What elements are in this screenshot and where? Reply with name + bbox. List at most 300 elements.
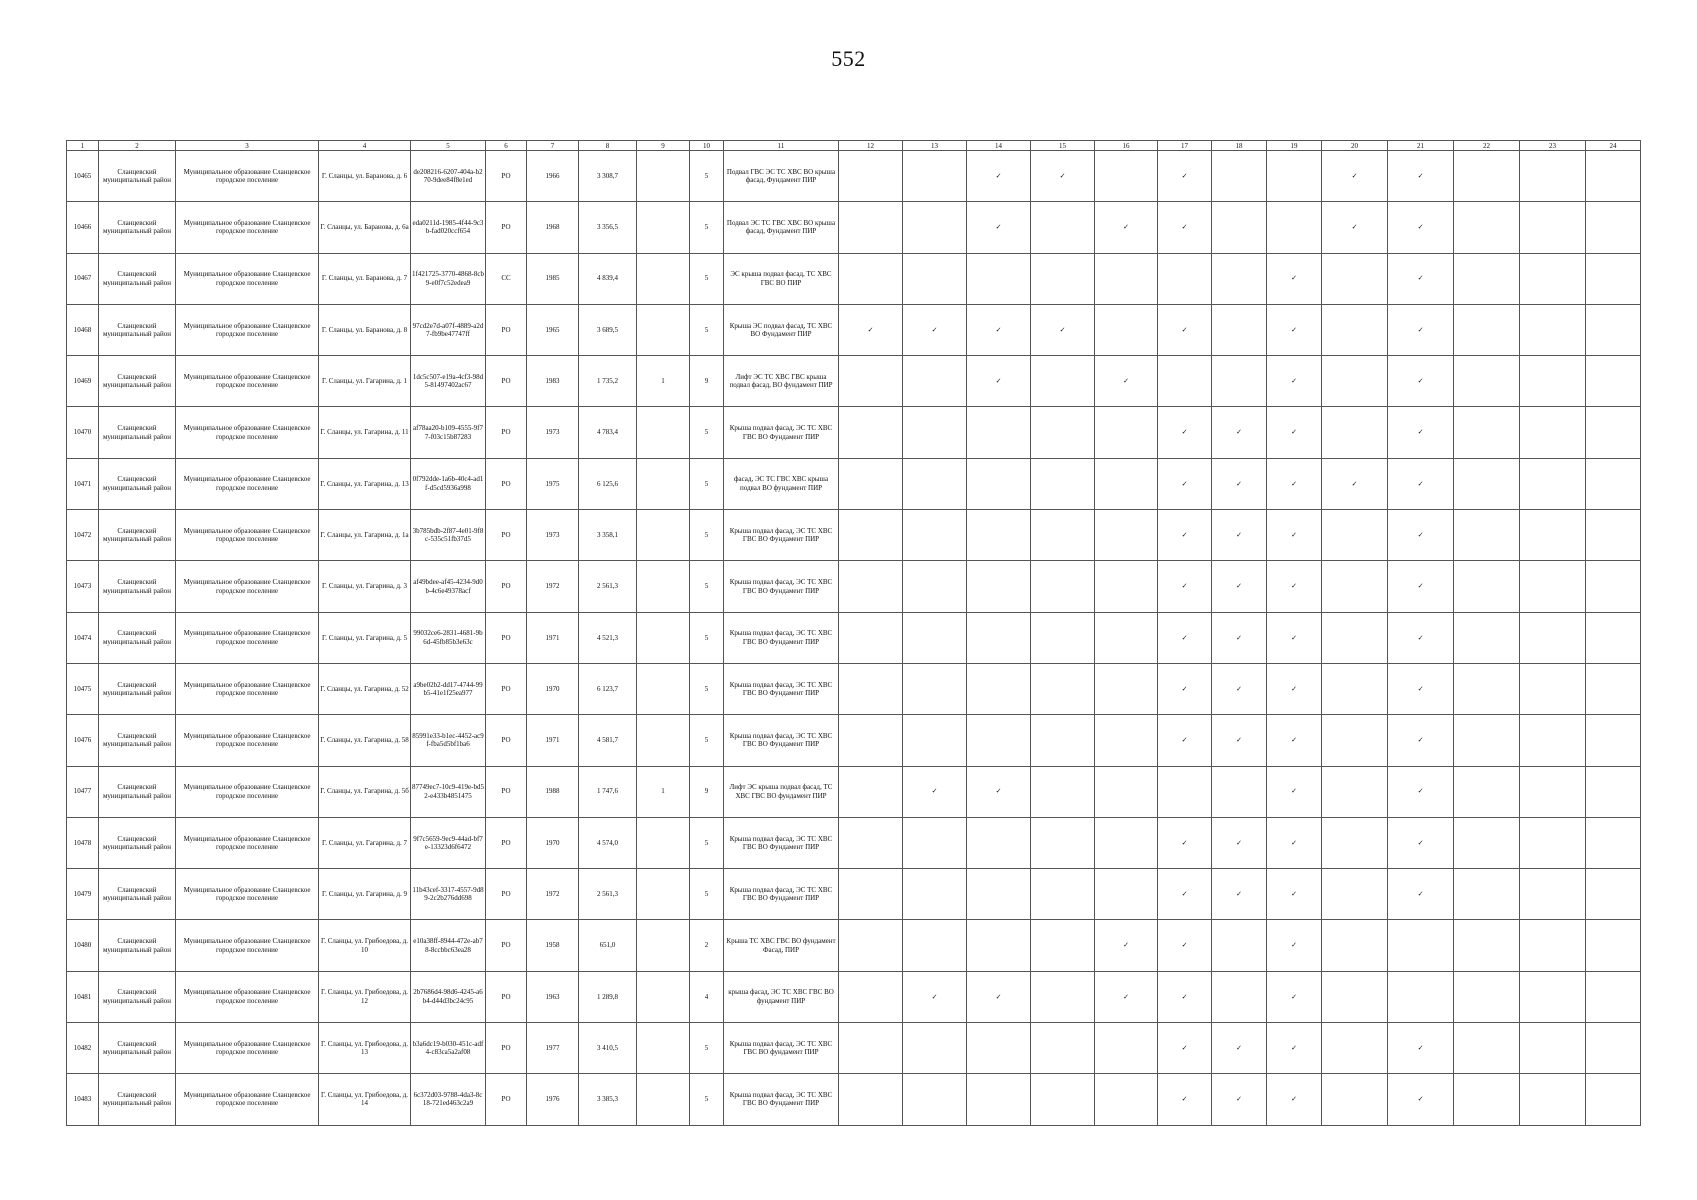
address-cell: Г. Сланцы, ул. Грибоедова, д. 10 — [319, 920, 411, 971]
empty-cell — [1095, 869, 1158, 920]
row-id: 10466 — [67, 202, 99, 253]
row-id: 10476 — [67, 715, 99, 766]
area-cell: 4 839,4 — [579, 253, 637, 304]
empty-cell — [1520, 151, 1586, 202]
guid-cell: 9f7c5659-9ec9-44ad-bf7e-13323d6f6472 — [411, 817, 486, 868]
col9-cell — [637, 151, 690, 202]
works-cell: Крыша подвал фасад, ЭС ТС ХВС ГВС ВО Фундамент ПИР — [724, 817, 839, 868]
check-mark-icon: ✓ — [1158, 561, 1212, 612]
empty-cell — [839, 1023, 903, 1074]
year-cell: 1977 — [527, 1023, 579, 1074]
check-mark-icon: ✓ — [1158, 1074, 1212, 1125]
district-cell: Сланцевский муниципальный район — [99, 356, 176, 407]
type-cell: РО — [486, 202, 527, 253]
works-cell: Крыша подвал фасад, ЭС ТС ХВС ГВС ВО Фундамент ПИР — [724, 663, 839, 714]
empty-cell — [1031, 356, 1095, 407]
empty-cell — [1322, 817, 1388, 868]
empty-cell — [1095, 151, 1158, 202]
check-mark-icon: ✓ — [967, 766, 1031, 817]
municipality-cell: Муниципальное образование Сланцевское городское поселение — [176, 971, 319, 1022]
works-cell: Крыша подвал фасад, ЭС ТС ХВС ГВС ВО Фундамент ПИР — [724, 869, 839, 920]
guid-cell: 3b785bdb-2f87-4e01-9f8c-535c51fb37d5 — [411, 510, 486, 561]
empty-cell — [1586, 458, 1641, 509]
table-row — [67, 151, 1641, 202]
row-id: 10480 — [67, 920, 99, 971]
empty-cell — [967, 561, 1031, 612]
empty-cell — [1158, 356, 1212, 407]
empty-cell — [839, 971, 903, 1022]
year-cell: 1971 — [527, 612, 579, 663]
guid-cell: e10a38ff-8944-472e-ab78-8ccbbc63ea28 — [411, 920, 486, 971]
district-cell: Сланцевский муниципальный район — [99, 510, 176, 561]
check-mark-icon: ✓ — [1388, 407, 1454, 458]
empty-cell — [1031, 920, 1095, 971]
empty-cell — [903, 663, 967, 714]
type-cell: РО — [486, 510, 527, 561]
guid-cell: 85991e33-b1ec-4452-ac9f-fba5d5bf1ba6 — [411, 715, 486, 766]
check-mark-icon: ✓ — [1388, 458, 1454, 509]
empty-cell — [1520, 612, 1586, 663]
empty-cell — [1322, 561, 1388, 612]
area-cell: 6 123,7 — [579, 663, 637, 714]
empty-cell — [1454, 920, 1520, 971]
check-mark-icon: ✓ — [1267, 766, 1322, 817]
area-cell: 4 574,0 — [579, 817, 637, 868]
empty-cell — [1095, 561, 1158, 612]
check-mark-icon: ✓ — [1158, 715, 1212, 766]
empty-cell — [1586, 612, 1641, 663]
check-mark-icon: ✓ — [1267, 407, 1322, 458]
guid-cell: 99032ce6-2831-4681-9b6d-45fb85b3e63c — [411, 612, 486, 663]
empty-cell — [1454, 663, 1520, 714]
check-mark-icon: ✓ — [1212, 869, 1267, 920]
empty-cell — [903, 920, 967, 971]
works-cell: фасад, ЭС ТС ГВС ХВС крыша подвал ВО фундамент ПИР — [724, 458, 839, 509]
empty-cell — [1520, 202, 1586, 253]
district-cell: Сланцевский муниципальный район — [99, 869, 176, 920]
check-mark-icon: ✓ — [1322, 202, 1388, 253]
works-cell: Крыша подвал фасад, ЭС ТС ХВС ГВС ВО фундамент ПИР — [724, 1023, 839, 1074]
guid-cell: af49bdee-af45-4234-9d0b-4c6e49378acf — [411, 561, 486, 612]
check-mark-icon: ✓ — [967, 202, 1031, 253]
empty-cell — [967, 817, 1031, 868]
empty-cell — [967, 510, 1031, 561]
area-cell: 2 561,3 — [579, 869, 637, 920]
empty-cell — [1454, 612, 1520, 663]
table-row — [67, 407, 1641, 458]
empty-cell — [1586, 920, 1641, 971]
works-cell: Крыша ЭС подвал фасад, ТС ХВС ВО Фундамент ПИР — [724, 304, 839, 355]
guid-cell: a9be02b2-dd17-4744-99b5-41e1f25ea977 — [411, 663, 486, 714]
empty-cell — [1388, 971, 1454, 1022]
check-mark-icon: ✓ — [967, 971, 1031, 1022]
empty-cell — [903, 151, 967, 202]
column-header: 14 — [967, 141, 1031, 151]
check-mark-icon: ✓ — [1212, 715, 1267, 766]
guid-cell: 97cd2e7d-a07f-4889-a2d7-fb9be47747ff — [411, 304, 486, 355]
guid-cell: b3a6dc19-b030-451c-adf4-c83ca5a2af08 — [411, 1023, 486, 1074]
empty-cell — [1520, 561, 1586, 612]
area-cell: 3 356,5 — [579, 202, 637, 253]
empty-cell — [903, 715, 967, 766]
column-header: 21 — [1388, 141, 1454, 151]
empty-cell — [1031, 869, 1095, 920]
address-cell: Г. Сланцы, ул. Гагарина, д. 13 — [319, 458, 411, 509]
empty-cell — [1322, 1074, 1388, 1125]
district-cell: Сланцевский муниципальный район — [99, 663, 176, 714]
area-cell: 651,0 — [579, 920, 637, 971]
address-cell: Г. Сланцы, ул. Гагарина, д. 1 — [319, 356, 411, 407]
column-header: 17 — [1158, 141, 1212, 151]
year-cell: 1972 — [527, 869, 579, 920]
col9-cell: 1 — [637, 356, 690, 407]
empty-cell — [1212, 356, 1267, 407]
col10-cell: 5 — [690, 510, 724, 561]
empty-cell — [967, 407, 1031, 458]
address-cell: Г. Сланцы, ул. Гагарина, д. 5б — [319, 766, 411, 817]
table-row — [67, 1074, 1641, 1125]
guid-cell: 6c372d03-9788-4da3-8c18-721ed463c2a9 — [411, 1074, 486, 1125]
column-header: 5 — [411, 141, 486, 151]
municipality-cell: Муниципальное образование Сланцевское городское поселение — [176, 561, 319, 612]
empty-cell — [1520, 920, 1586, 971]
empty-cell — [903, 612, 967, 663]
works-cell: Крыша подвал фасад, ЭС ТС ХВС ГВС ВО Фундамент ПИР — [724, 715, 839, 766]
column-header: 12 — [839, 141, 903, 151]
empty-cell — [1212, 920, 1267, 971]
type-cell: РО — [486, 612, 527, 663]
municipality-cell: Муниципальное образование Сланцевское городское поселение — [176, 356, 319, 407]
address-cell: Г. Сланцы, ул. Баранова, д. 8 — [319, 304, 411, 355]
empty-cell — [967, 253, 1031, 304]
empty-cell — [839, 715, 903, 766]
row-id: 10465 — [67, 151, 99, 202]
municipality-cell: Муниципальное образование Сланцевское городское поселение — [176, 1074, 319, 1125]
col10-cell: 2 — [690, 920, 724, 971]
year-cell: 1958 — [527, 920, 579, 971]
col9-cell — [637, 1074, 690, 1125]
col9-cell — [637, 253, 690, 304]
district-cell: Сланцевский муниципальный район — [99, 817, 176, 868]
guid-cell: 0f792dde-1a6b-40c4-ad1f-d5cd5936a998 — [411, 458, 486, 509]
year-cell: 1968 — [527, 202, 579, 253]
empty-cell — [1586, 151, 1641, 202]
works-cell: Лифт ЭС крыша подвал фасад, ТС ХВС ГВС ВО фундамент ПИР — [724, 766, 839, 817]
year-cell: 1966 — [527, 151, 579, 202]
year-cell: 1985 — [527, 253, 579, 304]
column-header: 20 — [1322, 141, 1388, 151]
col9-cell — [637, 920, 690, 971]
municipality-cell: Муниципальное образование Сланцевское городское поселение — [176, 151, 319, 202]
address-cell: Г. Сланцы, ул. Гагарина, д. 1а — [319, 510, 411, 561]
empty-cell — [903, 510, 967, 561]
type-cell: РО — [486, 561, 527, 612]
check-mark-icon: ✓ — [1158, 612, 1212, 663]
area-cell: 3 385,3 — [579, 1074, 637, 1125]
works-cell: Крыша подвал фасад, ЭС ТС ХВС ГВС ВО Фундамент ПИР — [724, 561, 839, 612]
area-cell: 3 308,7 — [579, 151, 637, 202]
area-cell: 1 289,8 — [579, 971, 637, 1022]
empty-cell — [1454, 510, 1520, 561]
column-header: 11 — [724, 141, 839, 151]
col10-cell: 5 — [690, 151, 724, 202]
guid-cell: eda0211d-1985-4f44-9c3b-fad020ccf654 — [411, 202, 486, 253]
empty-cell — [1520, 869, 1586, 920]
check-mark-icon: ✓ — [1388, 253, 1454, 304]
empty-cell — [1322, 253, 1388, 304]
empty-cell — [839, 612, 903, 663]
empty-cell — [839, 356, 903, 407]
empty-cell — [1520, 253, 1586, 304]
district-cell: Сланцевский муниципальный район — [99, 1023, 176, 1074]
check-mark-icon: ✓ — [1267, 817, 1322, 868]
empty-cell — [1158, 766, 1212, 817]
area-cell: 4 521,3 — [579, 612, 637, 663]
table-row — [67, 458, 1641, 509]
check-mark-icon: ✓ — [1267, 304, 1322, 355]
type-cell: РО — [486, 766, 527, 817]
column-header: 15 — [1031, 141, 1095, 151]
check-mark-icon: ✓ — [1388, 766, 1454, 817]
empty-cell — [1031, 510, 1095, 561]
empty-cell — [839, 766, 903, 817]
type-cell: РО — [486, 1074, 527, 1125]
empty-cell — [903, 869, 967, 920]
check-mark-icon: ✓ — [1267, 356, 1322, 407]
check-mark-icon: ✓ — [1158, 304, 1212, 355]
empty-cell — [1520, 766, 1586, 817]
empty-cell — [967, 1023, 1031, 1074]
empty-cell — [1520, 1074, 1586, 1125]
guid-cell: de208216-6207-404a-b270-9dee84f8e1ed — [411, 151, 486, 202]
col9-cell — [637, 407, 690, 458]
empty-cell — [839, 1074, 903, 1125]
empty-cell — [1031, 561, 1095, 612]
check-mark-icon: ✓ — [1388, 304, 1454, 355]
empty-cell — [1586, 304, 1641, 355]
empty-cell — [1322, 715, 1388, 766]
empty-cell — [1454, 356, 1520, 407]
area-cell: 3 689,5 — [579, 304, 637, 355]
type-cell: РО — [486, 407, 527, 458]
empty-cell — [1322, 510, 1388, 561]
check-mark-icon: ✓ — [1388, 561, 1454, 612]
empty-cell — [903, 1023, 967, 1074]
year-cell: 1973 — [527, 407, 579, 458]
empty-cell — [1267, 202, 1322, 253]
table-row — [67, 663, 1641, 714]
empty-cell — [1322, 356, 1388, 407]
works-cell: Крыша ТС ХВС ГВС ВО фундамент Фасад, ПИР — [724, 920, 839, 971]
district-cell: Сланцевский муниципальный район — [99, 766, 176, 817]
col9-cell — [637, 817, 690, 868]
col10-cell: 5 — [690, 869, 724, 920]
empty-cell — [903, 561, 967, 612]
address-cell: Г. Сланцы, ул. Грибоедова, д. 13 — [319, 1023, 411, 1074]
col10-cell: 5 — [690, 1074, 724, 1125]
check-mark-icon: ✓ — [1158, 151, 1212, 202]
empty-cell — [1454, 971, 1520, 1022]
empty-cell — [1212, 304, 1267, 355]
year-cell: 1972 — [527, 561, 579, 612]
year-cell: 1965 — [527, 304, 579, 355]
district-cell: Сланцевский муниципальный район — [99, 407, 176, 458]
column-header: 2 — [99, 141, 176, 151]
empty-cell — [1520, 510, 1586, 561]
col10-cell: 5 — [690, 458, 724, 509]
area-cell: 3 410,5 — [579, 1023, 637, 1074]
empty-cell — [1520, 817, 1586, 868]
municipality-cell: Муниципальное образование Сланцевское городское поселение — [176, 612, 319, 663]
table-body — [67, 151, 1641, 1126]
district-cell: Сланцевский муниципальный район — [99, 561, 176, 612]
check-mark-icon: ✓ — [1158, 1023, 1212, 1074]
col10-cell: 5 — [690, 407, 724, 458]
municipality-cell: Муниципальное образование Сланцевское городское поселение — [176, 715, 319, 766]
col10-cell: 5 — [690, 202, 724, 253]
check-mark-icon: ✓ — [967, 356, 1031, 407]
municipality-cell: Муниципальное образование Сланцевское городское поселение — [176, 510, 319, 561]
works-cell: Подвал ЭС ТС ГВС ХВС ВО крыша фасад, Фундамент ПИР — [724, 202, 839, 253]
empty-cell — [1388, 920, 1454, 971]
col9-cell — [637, 1023, 690, 1074]
empty-cell — [1095, 304, 1158, 355]
col10-cell: 9 — [690, 356, 724, 407]
empty-cell — [1212, 766, 1267, 817]
year-cell: 1988 — [527, 766, 579, 817]
works-cell: Крыша подвал фасад, ЭС ТС ХВС ГВС ВО Фундамент ПИР — [724, 612, 839, 663]
year-cell: 1971 — [527, 715, 579, 766]
col9-cell — [637, 612, 690, 663]
check-mark-icon: ✓ — [1158, 202, 1212, 253]
empty-cell — [839, 253, 903, 304]
empty-cell — [1095, 510, 1158, 561]
column-header: 7 — [527, 141, 579, 151]
area-cell: 3 358,1 — [579, 510, 637, 561]
empty-cell — [1454, 407, 1520, 458]
check-mark-icon: ✓ — [1267, 715, 1322, 766]
empty-cell — [1031, 612, 1095, 663]
check-mark-icon: ✓ — [1158, 458, 1212, 509]
address-cell: Г. Сланцы, ул. Гагарина, д. 58 — [319, 715, 411, 766]
row-id: 10482 — [67, 1023, 99, 1074]
year-cell: 1970 — [527, 817, 579, 868]
type-cell: РО — [486, 458, 527, 509]
col10-cell: 5 — [690, 304, 724, 355]
empty-cell — [1212, 151, 1267, 202]
check-mark-icon: ✓ — [1212, 407, 1267, 458]
guid-cell: 1dc5c507-e19a-4cf3-98d5-81497402ac67 — [411, 356, 486, 407]
year-cell: 1963 — [527, 971, 579, 1022]
type-cell: РО — [486, 151, 527, 202]
row-id: 10472 — [67, 510, 99, 561]
row-id: 10475 — [67, 663, 99, 714]
year-cell: 1975 — [527, 458, 579, 509]
works-cell: Лифт ЭС ТС ХВС ГВС крыша подвал фасад, ВО фундамент ПИР — [724, 356, 839, 407]
check-mark-icon: ✓ — [903, 971, 967, 1022]
empty-cell — [1322, 869, 1388, 920]
check-mark-icon: ✓ — [1158, 971, 1212, 1022]
empty-cell — [1322, 304, 1388, 355]
empty-cell — [1322, 612, 1388, 663]
type-cell: РО — [486, 304, 527, 355]
works-cell: ЭС крыша подвал фасад, ТС ХВС ГВС ВО ПИР — [724, 253, 839, 304]
empty-cell — [1322, 407, 1388, 458]
empty-cell — [1322, 766, 1388, 817]
check-mark-icon: ✓ — [1212, 817, 1267, 868]
empty-cell — [967, 612, 1031, 663]
municipality-cell: Муниципальное образование Сланцевское городское поселение — [176, 407, 319, 458]
col9-cell — [637, 971, 690, 1022]
table-row — [67, 202, 1641, 253]
type-cell: РО — [486, 971, 527, 1022]
col10-cell: 5 — [690, 561, 724, 612]
empty-cell — [1031, 202, 1095, 253]
empty-cell — [839, 869, 903, 920]
empty-cell — [1586, 510, 1641, 561]
works-cell: Крыша подвал фасад, ЭС ТС ХВС ГВС ВО Фундамент ПИР — [724, 1074, 839, 1125]
empty-cell — [839, 407, 903, 458]
empty-cell — [1322, 920, 1388, 971]
check-mark-icon: ✓ — [1388, 1023, 1454, 1074]
check-mark-icon: ✓ — [1388, 151, 1454, 202]
col10-cell: 5 — [690, 663, 724, 714]
table-row — [67, 920, 1641, 971]
district-cell: Сланцевский муниципальный район — [99, 971, 176, 1022]
empty-cell — [839, 510, 903, 561]
empty-cell — [1212, 971, 1267, 1022]
municipality-cell: Муниципальное образование Сланцевское городское поселение — [176, 869, 319, 920]
address-cell: Г. Сланцы, ул. Гагарина, д. 9 — [319, 869, 411, 920]
empty-cell — [903, 1074, 967, 1125]
empty-cell — [903, 356, 967, 407]
row-id: 10469 — [67, 356, 99, 407]
empty-cell — [839, 663, 903, 714]
empty-cell — [1520, 458, 1586, 509]
address-cell: Г. Сланцы, ул. Грибоедова, д. 14 — [319, 1074, 411, 1125]
district-cell: Сланцевский муниципальный район — [99, 304, 176, 355]
empty-cell — [967, 663, 1031, 714]
year-cell: 1973 — [527, 510, 579, 561]
address-cell: Г. Сланцы, ул. Гагарина, д. 3 — [319, 561, 411, 612]
empty-cell — [1586, 561, 1641, 612]
empty-cell — [1095, 1074, 1158, 1125]
col9-cell — [637, 510, 690, 561]
check-mark-icon: ✓ — [1031, 304, 1095, 355]
guid-cell: 1f421725-3770-4868-8cb9-e0f7c52edea9 — [411, 253, 486, 304]
address-cell: Г. Сланцы, ул. Баранова, д. 6 — [319, 151, 411, 202]
check-mark-icon: ✓ — [1031, 151, 1095, 202]
col9-cell — [637, 202, 690, 253]
check-mark-icon: ✓ — [1095, 202, 1158, 253]
check-mark-icon: ✓ — [1267, 663, 1322, 714]
column-header: 13 — [903, 141, 967, 151]
empty-cell — [839, 151, 903, 202]
row-id: 10481 — [67, 971, 99, 1022]
empty-cell — [1031, 407, 1095, 458]
check-mark-icon: ✓ — [1212, 1074, 1267, 1125]
empty-cell — [903, 458, 967, 509]
column-header: 9 — [637, 141, 690, 151]
works-cell: Крыша подвал фасад, ЭС ТС ХВС ГВС ВО Фундамент ПИР — [724, 407, 839, 458]
empty-cell — [839, 920, 903, 971]
column-header: 10 — [690, 141, 724, 151]
check-mark-icon: ✓ — [1267, 1074, 1322, 1125]
row-id: 10483 — [67, 1074, 99, 1125]
empty-cell — [1267, 151, 1322, 202]
year-cell: 1983 — [527, 356, 579, 407]
empty-cell — [1095, 458, 1158, 509]
